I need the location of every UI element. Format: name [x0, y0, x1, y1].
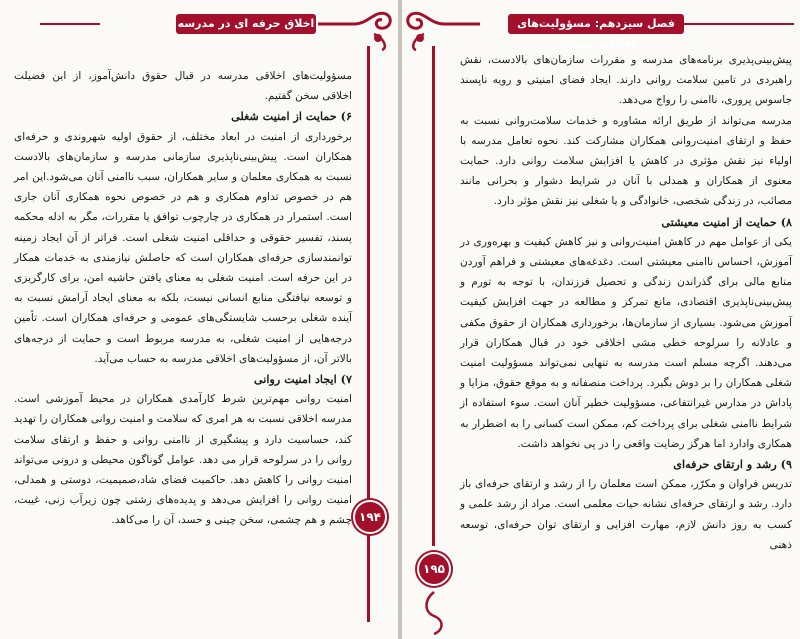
left-page: [0, 0, 398, 639]
margin-rule: [367, 46, 370, 622]
right-page: [402, 0, 800, 639]
paragraph: امنیت روانی مهم‌ترین شرط کارآمدی همکاران در محیط آموزشی است. مدرسه اخلاقی نسبت به هر امری که سلامت و امنیت روانی همکاران را تهدید کند، حساسیت دارد و پیشگیری از ناامنی روانی و حفظ و ارتقای سلامت روانی را در سرلوحه قرار می دهد. عوامل گوناگون محیطی و درونی می‌تواند امنیت روانی را کاهش دهد. حاکمیت فضای شاد،صمیمیت، دوستی و همدلی، امنیت روانی را افزایش می‌دهد و پدیده‌های زشتی چون زیرآب زنی، غیبت، چشم و هم چشمی، سخن چینی و حسد، آن را می‌کاهد.: [14, 393, 352, 527]
section-heading: ۹) رشد و ارتقای حرفه‌ای: [673, 457, 792, 472]
running-header: اخلاق حرفه ای در مدرسه: [176, 14, 316, 34]
right-page-body: [460, 50, 792, 555]
section-heading: ۷) ایجاد امنیت روانی: [253, 372, 352, 387]
paragraph: برخورداری از امنیت در ابعاد مختلف، از حقوق اولیه شهروندی و حرفه‌ای همکاران است. پیش‌بینی‌ناپذیری سازمانی مدرسه و سازمان‌های بالادست نسبت به همکاری معلمان و سایر همکاران، سبب ناامنی آنان می‌شود.این امر هم در خصوص تداوم همکاری و هم در خصوص نحوه همکاری آنان جاری است. استمرار در همکاری در چارچوب توافق یا مقررات، مگر به ادله محکمه پسند، تفسیر حقوقی و حداقلی امنیت شغلی است. فراتر از آن ایجاد زمینه توانمندسازی حرفه‌ای همکاران است که حاصلش نیازمندی به خدمات همکار در این حرفه است. امنیت شغلی به معنای یافتن حاشیه امن، برای کارگریزی و توسعه نیافتگی منابع انسانی نیست، بلکه به معنای ایجاد آرامش نسبت به آینده شغلی برحسب شایستگی‌های عمومی و حرفه‌ای همکاران است. تأمین درجه‌هایی از امنیت شغلی، به مدرسه مربوط است و حمایت از درجه‌های بالاتر آن، از مسؤولیت‌های اخلاقی مدرسه به حساب می‌آید.: [14, 130, 352, 365]
swirl-ornament-icon: [416, 590, 452, 636]
paragraph: پیش‌بینی‌پذیری برنامه‌های مدرسه و مقررات سازمان‌های بالادست، نقش راهبردی در تامین سلامت روانی دارند. ایجاد فضای امنیتی و رویه ناپسند جاسوس پروری، ناامنی را رواج می‌دهد.: [460, 54, 792, 107]
corner-ornament-icon: [314, 4, 394, 52]
paragraph: یکی از عوامل مهم در کاهش امنیت‌روانی و نیز کاهش کیفیت و بهره‌وری در آموزش، احساس ناامنی معیشتی است. دغدغه‌های معیشتی و فراهم آوردن منابع مالی برای گذراندن زندگی و تحصیل فرزندان، با توجه به تورم و پیش‌بینی‌ناپذیری اقتصادی، مانع تمرکز و مطالعه در جهت افزایش کیفیت آموزش می‌شود. بسیاری از سازمان‌ها، برخورداری همکاران از حقوق مکفی و عادلانه را سرلوحه خطی مشی اخلاقی خود در قبال همکاران قرار می‌دهند. اگرچه مسلم است مدرسه به تنهایی نمی‌تواند مسؤولیت امنیت شغلی همکاران را بر دوش بگیرد. پرداخت منصفانه و به موقع حقوق، مزایا و پاداش در مدارس غیرانتفاعی، مسؤولیت خطیر آنان است. سوء استفاده از شرایط ناامنی شغلی برای پرداخت کم، ممکن است کسانی را به اضطرار به همکاری وادارد اما هرگز رضایت واقعی را در پی نخواهد داشت.: [460, 235, 792, 450]
page-number-badge: ۱۹۵: [417, 552, 451, 586]
corner-ornament-icon: [404, 4, 484, 52]
margin-rule: [432, 46, 435, 546]
paragraph: مسؤولیت‌های اخلاقی مدرسه در قبال حقوق دانش‌آموز، از این فضیلت اخلاقی سخن گفتیم.: [14, 70, 352, 103]
section-heading: ۶) حمایت از امنیت شغلی: [231, 109, 352, 124]
paragraph: مدرسه می‌تواند از طریق ارائه مشاوره و خدمات سلامت‌روانی نسبت به حفظ و ارتقای امنیت‌روانی همکاران مشارکت کند. نحوه تعامل مدرسه با اولیاء نیز نقش مؤثری در کاهش یا افزایش سلامت روانی دارد. حمایت معنوی از همکاران و همدلی با آنان در شرایط دشوار و بحرانی مانند مصائب، در زندگی شخصی، خانوادگی و یا شغلی نیز نقش مؤثر دارد.: [460, 114, 792, 208]
page-number-badge: ۱۹۴: [353, 500, 387, 534]
section-heading: ۸) حمایت از امنیت معیشتی: [661, 214, 792, 229]
header-rule: [684, 23, 794, 25]
running-header: فصل سیزدهم: مسؤولیت‌های اخلاقی مدرسه: [508, 14, 684, 34]
paragraph: تدریس فراوان و مکرّر، ممکن است معلمان را از رشد و ارتقای حرفه‌ای باز دارد. رشد و ارتقای حرفه‌ای نشانه حیات معلمی است. مراد از رشد علمی و کسب به روز دانش لازم، مهارت افزایی و ارتقای توان حرفه‌ای، توسعه ذهنی: [460, 478, 792, 551]
header-rule: [40, 23, 100, 25]
left-page-body: [14, 66, 352, 531]
